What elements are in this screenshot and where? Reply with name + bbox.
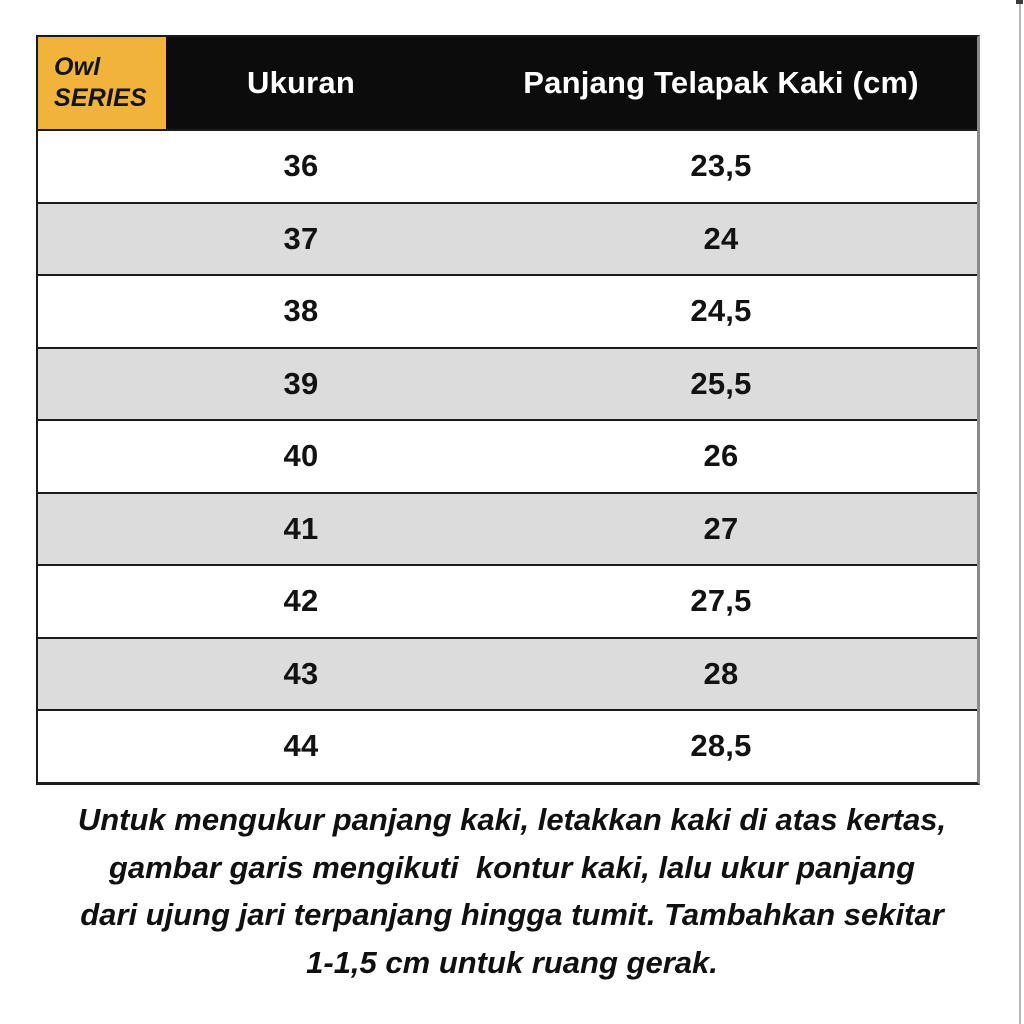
brand-line2: SERIES	[54, 84, 147, 112]
instruction-line: Untuk mengukur panjang kaki, letakkan kaki di atas kertas,	[77, 802, 947, 837]
size-value: 40	[283, 438, 319, 474]
size-value: 44	[283, 728, 319, 764]
table-body	[38, 129, 977, 782]
right-edge-artifact	[1019, 0, 1021, 1024]
table-row	[38, 129, 977, 202]
column-header-length: Panjang Telapak Kaki (cm)	[523, 65, 919, 100]
table-row	[38, 274, 977, 347]
measurement-instructions	[0, 796, 1024, 986]
table-row	[38, 347, 977, 420]
length-value: 26	[703, 438, 739, 474]
table-row	[38, 202, 977, 275]
instruction-line: 1-1,5 cm untuk ruang gerak.	[306, 944, 718, 980]
size-value: 42	[283, 583, 319, 619]
length-value: 27	[703, 510, 739, 546]
length-value: 28,5	[690, 728, 752, 764]
size-value: 43	[283, 655, 319, 691]
size-value: 41	[283, 510, 319, 546]
instruction-line: dari ujung jari terpanjang hingga tumit. Tambahkan sekitar	[80, 897, 944, 932]
corner-edge-artifact	[1016, 0, 1023, 4]
length-value: 28	[703, 655, 739, 691]
length-value: 24,5	[690, 293, 752, 329]
table-row	[38, 709, 977, 782]
length-value: 24	[703, 220, 739, 256]
table-row	[38, 637, 977, 710]
table-row	[38, 564, 977, 637]
length-value: 23,5	[690, 148, 752, 184]
length-value: 25,5	[690, 365, 752, 401]
table-row	[38, 492, 977, 565]
table-header-row	[38, 37, 977, 129]
length-value: 27,5	[690, 583, 752, 619]
table-row	[38, 419, 977, 492]
size-value: 38	[283, 293, 319, 329]
instruction-line: gambar garis mengikuti kontur kaki, lalu ukur panjang	[108, 849, 916, 885]
size-value: 37	[283, 220, 319, 256]
brand-line1: Owl	[54, 53, 101, 81]
size-value: 36	[283, 148, 319, 184]
column-header-size: Ukuran	[246, 65, 356, 100]
size-table	[36, 35, 980, 785]
brand-badge	[38, 37, 166, 129]
size-value: 39	[283, 365, 319, 401]
